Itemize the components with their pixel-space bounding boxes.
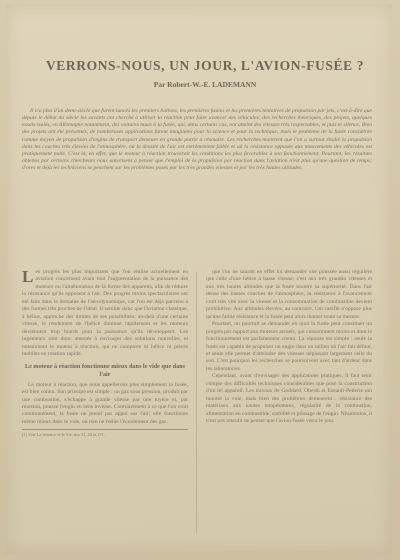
- article-title: VERRONS-NOUS, UN JOUR, L'AVION-FUSÉE ?: [45, 58, 365, 73]
- column-divider: [196, 272, 197, 534]
- left-paragraph-1-text: es progrès les plus importants que l'on réalise actuellement en aviation concernent avant tout l'augmentation de la puissance des moteurs ou l'amélioration de la forme des appareils, afin de réduire la résistance qu'ils opposent à l'air. Des progrès moins spectaculaires ont été faits dans le domaine de l'aérodynamique, car l'on est déjà parvenu à des formes très proches de l'idéal. Il semble donc que l'aviation classique, à hélice, approche des limites de ses possibilités; au-delà d'une certaine vitesse, le rendement de l'hélice diminue rapidement et les moteurs deviennent trop lourds pour la puissance qu'ils développent. Les ingénieurs sont donc amenés à envisager des solutions nouvelles, et notamment le moteur à réaction, qui ne comporte ni hélice ni pièces mobiles en rotation rapide.: [22, 269, 188, 357]
- left-column: [22, 269, 188, 539]
- article-intro: Il n'a plus d'un demi-siècle que furent lancés les premiers ballons, les premières fusées et les premières tentatives de propulsion par jets, c'est-à-dire que depuis le début du siècle les savants ont cherché à utiliser la réaction pour faire avancer des véhicules; des recherches théoriques, des projets, quelques essais isolés, en Allemagne notamment, des voitures mues à la fusée, qui, dans certains cas, ont atteint des vitesses très respectables, et puis le silence. Bien des projets ont été présentés, de nombreuses applications furent imaginées pour la science et pour la technique; mais le problème de la fusée considérée comme moyen de propulsion d'engins de transport demeure en grande partie à résoudre. Les recherches montrent que l'on a surtout étudié la propulsion dans les couches très élevées de l'atmosphère, où la densité de l'air est extrêmement faible et où la résistance opposée aux mouvements des véhicules est pratiquement nulle. C'est là, en effet, que le moteur à réaction trouverait les conditions les plus favorables à son fonctionnement. Pourtant, les résultats obtenus par certains chercheurs nous autorisent à penser que l'emploi de la propulsion par réaction dans l'aviation n'est plus qu'une question de temps; d'ores et déjà les techniciens se penchent sur les problèmes posés par les très grandes vitesses et par les très hautes altitudes.: [22, 108, 372, 172]
- drop-cap: L: [22, 269, 34, 286]
- left-paragraph-2: Le moteur à réaction, que nous appellerons plus simplement la fusée, est bien connu. Son principe est simple : un gaz sous pression, produit par une combustion, s'échappe à grande vitesse par une tuyère et, par réaction, pousse l'engin en sens inverse. Contrairement à ce que l'on croit communément, la fusée ne prend pas appui sur l'air; elle fonctionne même mieux dans le vide, où rien ne freine l'écoulement des gaz.: [22, 381, 188, 425]
- right-column: [206, 269, 372, 539]
- right-paragraph-2: Pourtant, on pourrait se demander en quoi la fusée peut constituer un progrès par rapport aux moteurs actuels, qui consomment moins et dont le fonctionnement est parfaitement connu. La réponse est simple : seule la fusée est capable de propulser un engin dans un milieu où l'air fait défaut, et seule elle permet d'atteindre des vitesses dépassant largement celle du son. C'est pourquoi les recherches se poursuivent avec tant d'ardeur dans les laboratoires.: [206, 321, 372, 372]
- left-paragraph-1: [22, 269, 188, 358]
- article-byline: Par Robert-W.-E. LADEMANN: [153, 80, 257, 89]
- right-paragraph-3: Cependant, avant d'envisager des applications pratiques, il faut tenir compte des difficultés techniques considérables que pose la construction d'un tel appareil. Les travaux de Goddard, Oberth et Esnault-Pelterie ont montré la voie, mais bien des problèmes demeurent : résistance des matériaux aux hautes températures, régularité de la combustion, alimentation en combustible, stabilité et pilotage de l'engin. Néanmoins, il n'est pas interdit de penser que l'avion-fusée verra le jour.: [206, 373, 372, 425]
- section-subheading: Le moteur à réaction fonctionne mieux dans le vide que dans l'air: [24, 363, 186, 379]
- right-paragraph-1: que l'on ne saurait en effet lui demander une poussée aussi régulière que celle d'une hélice à basse vitesse; c'est aux très grandes vitesses et aux très hautes altitudes que la fusée montre sa supériorité. Dans l'air dense des basses couches de l'atmosphère, la résistance à l'avancement croît très vite avec la vitesse et la consommation de combustible devient prohibitive. Aux altitudes élevées, au contraire, l'air raréfié n'oppose plus qu'une faible résistance et la fusée peut alors donner toute sa mesure.: [206, 269, 372, 320]
- footnote: (1) Voir La Science et la Vie, nos 11, 20 et 171.: [22, 429, 188, 438]
